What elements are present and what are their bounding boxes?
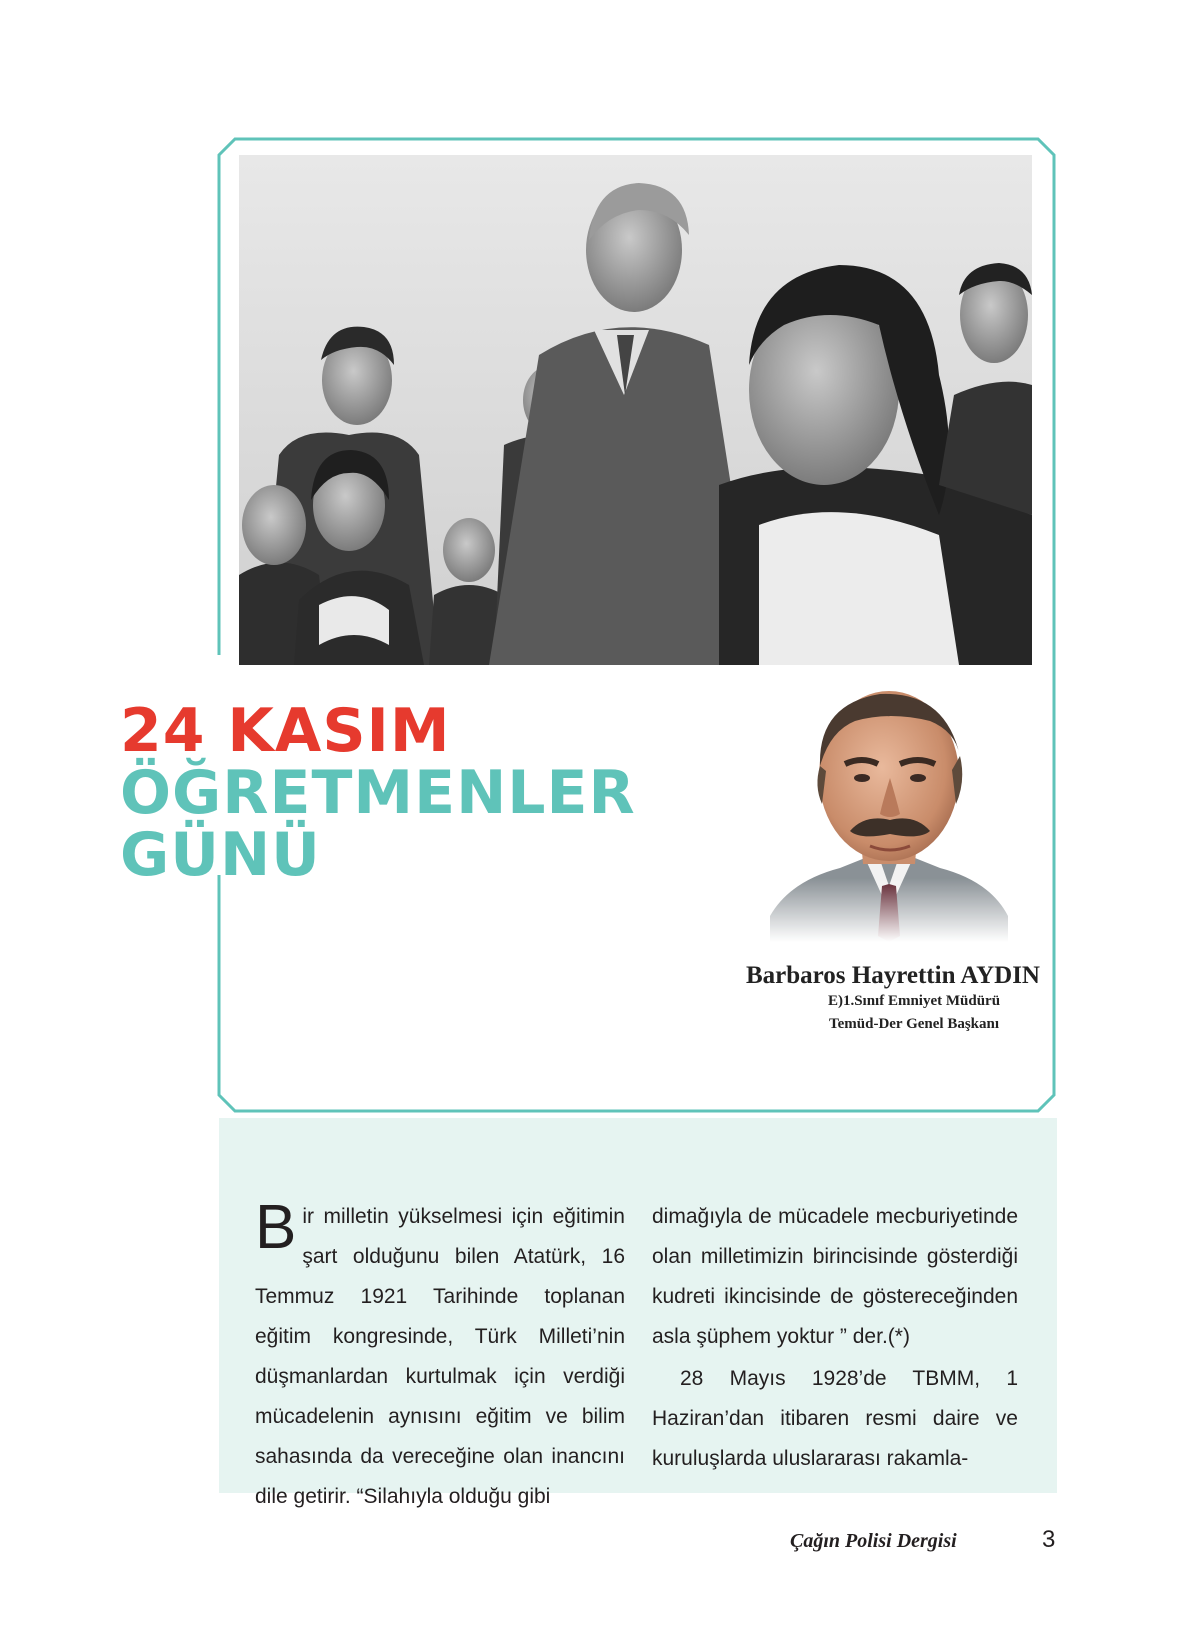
article-headline	[120, 696, 636, 890]
paragraph	[255, 1193, 625, 1517]
magazine-name: Çağın Polisi Dergisi	[790, 1530, 957, 1552]
headline-date: 24 KASIM	[120, 696, 451, 766]
text-column-left	[255, 1193, 625, 1517]
headline-line2: ÖĞRETMENLER	[120, 758, 636, 828]
page-number: 3	[1042, 1526, 1056, 1553]
author-organization: Temüd-Der Genel Başkanı	[828, 1016, 1000, 1032]
paragraph: 28 Mayıs 1928’de TBMM, 1 Haziran’dan itibaren resmi daire ve kuruluşlarda uluslararası rakamla-	[652, 1367, 1018, 1470]
author-portrait	[770, 686, 1008, 942]
text-column-right	[652, 1197, 1018, 1479]
author-title: E)1.Sınıf Emniyet Müdürü	[827, 993, 1001, 1009]
author-name: Barbaros Hayrettin AYDIN	[745, 962, 1040, 989]
ataturk-with-students-photo	[239, 155, 1032, 665]
paragraph: dimağıyla de mücadele mecburiyetinde olan milletimizin birincisinde gösterdiği kudreti ikincisinde de göstereceğinden asla şüphem yoktur ” der.(*)	[652, 1205, 1018, 1348]
paragraph-text: ir milletin yükselmesi için eğitimin şart olduğunu bilen Atatürk, 16 Temmuz 1921 Tarihinde toplanan eğitim kongresinde, Türk Milleti’nin düşmanlardan kurtulmak için verdiği mücadelenin aynısını eğitim ve bilim sahasında da vereceğine olan inancını dile getirir. “Silahıyla olduğu gibi	[255, 1205, 625, 1508]
author-byline	[700, 962, 1040, 1036]
drop-cap: B	[255, 1193, 297, 1262]
headline-line3: GÜNÜ	[120, 820, 321, 890]
